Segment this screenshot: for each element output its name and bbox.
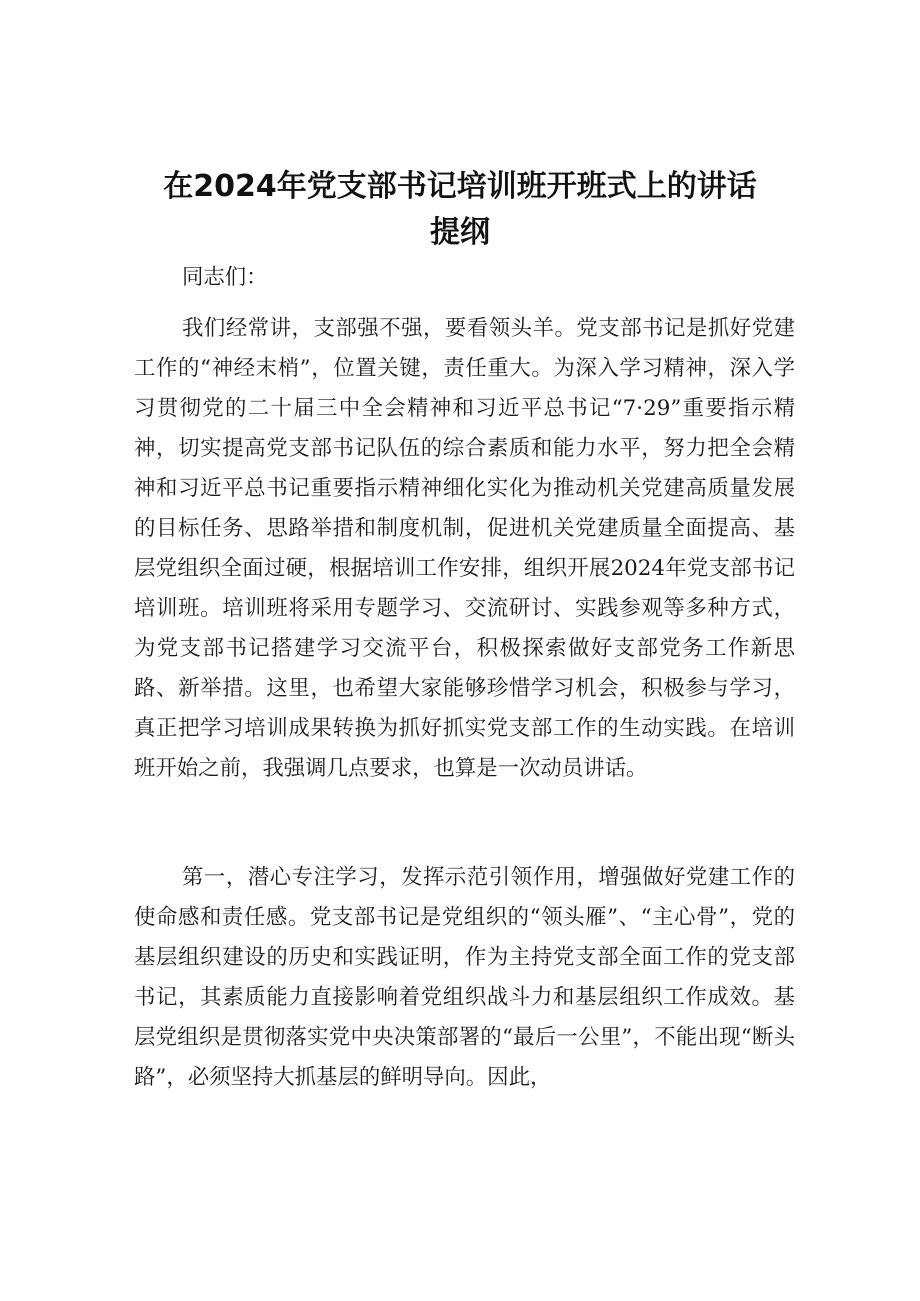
paragraph-1: 我们经常讲，支部强不强，要看领头羊。党支部书记是抓好党建工作的“神经末梢”，位置关键，责任重大。为深入学习精神，深入学习贯彻党的二十届三中全会精神和习近平总书记“7·29”重要指示精神，切实提高党支部书记队伍的综合素质和能力水平，努力把全会精神和习近平总书记重要指示精神细化实化为推动机关党建高质量发展的目标任务、思路举措和制度机制，促进机关党建质量全面提高、基层党组织全面过硬，根据培训工作安排，组织开展2024年党支部书记培训班。培训班将采用专题学习、交流研讨、实践参观等多种方式，为党支部书记搭建学习交流平台，积极探索做好支部党务工作新思路、新举措。这里，也希望大家能够珍惜学习机会，积极参与学习，真正把学习培训成果转换为抓好抓实党支部工作的生动实践。在培训班开始之前，我强调几点要求，也算是一次动员讲话。	[134, 316, 795, 781]
paragraph-2: 第一，潜心专注学习，发挥示范引领作用，增强做好党建工作的使命感和责任感。党支部书记是党组织的“领头雁”、“主心骨”，党的基层组织建设的历史和实践证明，作为主持党支部全面工作的党支部书记，其素质能力直接影响着党组织战斗力和基层组织工作成效。基层党组织是贯彻落实党中央决策部署的“最后一公里”，不能出现“断头路”，必须坚持大抓基层的鲜明导向。因此，	[134, 865, 795, 1090]
greeting: 同志们：	[182, 265, 268, 290]
document-title: 在2024年党支部书记培训班开班式上的讲话提纲	[163, 169, 757, 250]
